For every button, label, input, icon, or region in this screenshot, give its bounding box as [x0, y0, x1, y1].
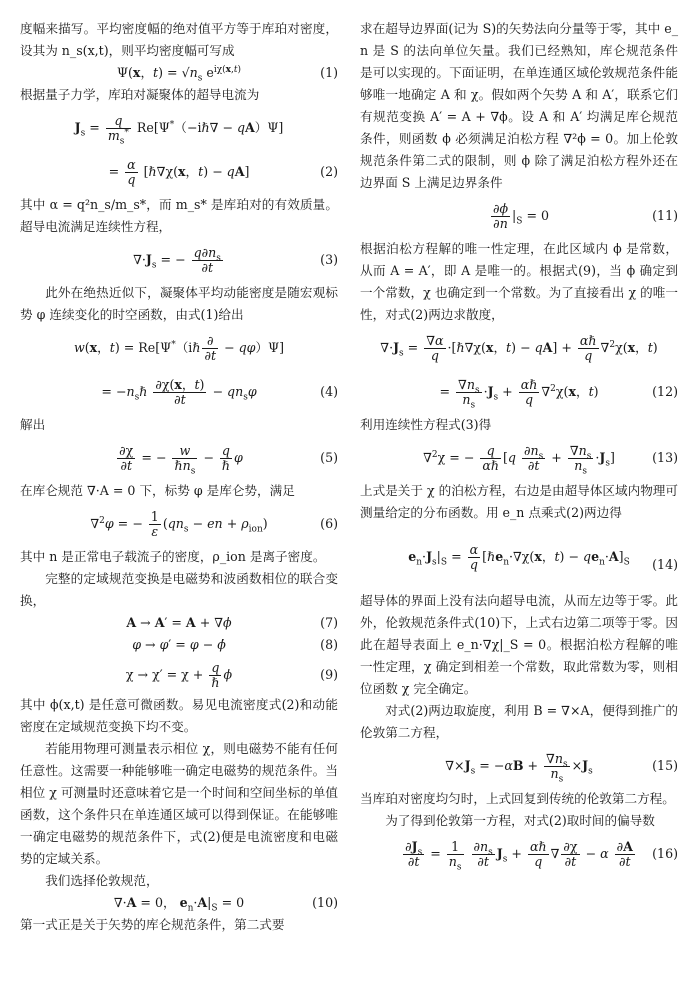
paragraph: 为了得到伦敦第一方程，对式(2)取时间的偏导数: [385, 813, 655, 828]
equation-number: (5): [320, 450, 338, 465]
equation-body: w(x，t) = Re[Ψ*（iℏ $\frac{\partial}{\partial t}$ − qφ）Ψ]: [73, 333, 285, 363]
equation-body: $\frac{\partial\chi}{\partial t}$ = − $\frac{w}{\hbar n_s}$ − $\frac{q}{\text{ℏ}}$ φ: [119, 443, 243, 477]
paragraph: 我们选择伦敦规范，: [45, 873, 159, 888]
equation: [360, 524, 678, 590]
equation-number: (12): [652, 384, 678, 399]
equation-body: = $\frac{\alpha}{q}$ [ℏ∇χ(x，t) − qA]: [108, 157, 250, 187]
equation-body: χ → χ′ = χ + $\frac{q}{\text{ℏ}}$ ϕ: [125, 660, 233, 690]
equation: [20, 326, 338, 370]
equation-body: $\nabla\cdot J_s$ = − $\frac{q\partial n_s}{\partial t}$: [133, 245, 221, 275]
equation: [360, 744, 678, 788]
equation: [20, 634, 338, 656]
equation-body: = $-n_s\hbar$ $\frac{\partial\chi(x,t)}{\partial t}$ − $qn_s\varphi$: [101, 377, 257, 407]
paragraph: 利用连续性方程式(3)得: [360, 417, 492, 432]
equation: [360, 326, 678, 370]
equation-number: (6): [320, 516, 338, 531]
paragraph: 求在超导边界面(记为 S)的矢势法向分量等于零，其中 e_n 是 S 的法向单位矢量。我们已经熟知，库仑规范条件是可以实现的。下面证明，在单连通区域伦敦规范条件能够唯一地确定 A 和 χ。假如两个矢势 A 和 A′，联系它们有规范变换 A′ = A + ∇ϕ。设 A 和 A′ 均满足库仑规范条件，则函数 ϕ 必须满足泊松方程 ∇²ϕ = 0。加上伦敦规范条件第二式的限制，则 ϕ 除了满足泊松方程外还在边界面 S 上满足边界条件: [360, 21, 678, 190]
paragraph: 在库仑规范 ∇·A = 0 下，标势 φ 是库仑势，满足: [20, 483, 295, 498]
equation-body: ∇$^2$φ = − $\frac{1}{\varepsilon}$ ($qn_s$ − en + $\rho_{ion}$): [90, 509, 268, 539]
equation-number: (15): [652, 758, 678, 773]
paragraph: 上式是关于 χ 的泊松方程，右边是由超导体区域内物理可测量给定的分布函数。用 e_n 点乘式(2)两边得: [360, 483, 678, 520]
equation: [20, 892, 338, 914]
equation-number: (2): [320, 164, 338, 179]
equation-number: (1): [320, 65, 338, 80]
equation-number: (9): [320, 667, 338, 682]
equation-body: $\frac{\partial J_s}{\partial t}$ = $\frac{1}{n_s}$ $\frac{\partial n_s}{\partial t}$ $J_s$ + $\frac{\text{αℏ}}{q}$ ∇ $\frac{\partial\chi}{\partial t}$ − α $\frac{\partial A}{\partial t}$: [405, 839, 633, 873]
equation: [360, 832, 678, 876]
equation: [20, 106, 338, 150]
equation-body: = $\frac{\nabla n_s}{n_s}$ $\cdot J_s$ + $\frac{\text{αℏ}}{q}$ ∇$^2$χ(x，t): [439, 377, 599, 411]
paragraph: 第一式正是关于矢势的库仑规范条件，第二式要: [20, 917, 285, 932]
paragraph: 若能用物理可测量表示相位 χ，则电磁势不能有任何任意性。这需要一种能够唯一确定电磁势的规范条件。当相位 χ 可测量时还意味着它是一个时间和空间坐标的单值函数，这个条件只在单连通区域可以得到保证。在能够唯一确定电磁势的规范条件下，式(2)便是电流密度和电磁势的定域关系。: [20, 741, 338, 866]
equation-body: $\nabla\times J_s = -\alpha B$ + $\frac{\nabla n_s}{n_s}$ $\times J_s$: [445, 751, 593, 785]
equation: [20, 656, 338, 694]
equation: [360, 194, 678, 238]
equation-number: (13): [652, 450, 678, 465]
equation-number: (3): [320, 252, 338, 267]
equation-number: (11): [652, 208, 678, 223]
paragraph: 度幅来描写。平均密度幅的绝对值平方等于库珀对密度，设其为 n_s(x,t)，则平均密度幅可写成: [20, 21, 338, 58]
equation: [20, 436, 338, 480]
equation-body: ∇$^2$χ = − $\frac{q}{\text{αℏ}}$ [q $\frac{\partial n_s}{\partial t}$ + $\frac{\nabla n_s}{n_s}$ $\cdot J_s$]: [423, 443, 615, 477]
paragraph: 完整的定域规范变换是电磁势和波函数相位的联合变换，: [20, 571, 338, 608]
paragraph: 其中 ϕ(x,t) 是任意可微函数。易见电流密度式(2)和动能密度在定域规范变换下均不变。: [20, 697, 338, 734]
right-column: [360, 18, 678, 876]
equation: [20, 238, 338, 282]
equation-body: $\nabla\cdot J_s$ = $\frac{\nabla\alpha}{q}$ ·[ℏ∇χ(x，t) − qA] + $\frac{\text{αℏ}}{q}$ ∇$^2$χ(x，t): [380, 333, 658, 363]
equation: [20, 62, 338, 84]
equation: [360, 370, 678, 414]
equation-body: ∇·A = 0， $e_n\cdot A|_S = 0$: [113, 895, 245, 914]
paragraph: 其中 n 是正常电子载流子的密度，ρ_ion 是离子密度。: [20, 549, 326, 564]
paragraph: 解出: [20, 417, 46, 432]
equation: [20, 150, 338, 194]
equation-number: (14): [652, 557, 678, 572]
equation-number: (4): [320, 384, 338, 399]
paragraph: 超导体的界面上没有法向超导电流，从而左边等于零。此外，伦敦规范条件式(10)下，上式右边第二项等于零。因此在超导表面上 e_n·∇χ|_S = 0。根据泊松方程解的唯一性定理，χ 确定到相差一个常数，取此常数为零，则相位函数 χ 完全确定。: [360, 593, 678, 696]
equation: [20, 612, 338, 634]
equation-number: (8): [320, 637, 338, 652]
left-column: [20, 18, 338, 936]
equation-number: (7): [320, 615, 338, 630]
equation: [20, 370, 338, 414]
paragraph: 此外在绝热近似下，凝聚体平均动能密度是随宏观标势 φ 连续变化的时空函数，由式(1)给出: [20, 285, 338, 322]
equation-body: A → A′ = A + ∇ϕ: [126, 615, 232, 630]
paragraph: 其中 α = q²n_s/m_s*，而 m_s* 是库珀对的有效质量。超导电流满足连续性方程，: [20, 197, 338, 234]
equation-body: φ → φ′ = φ − ϕ̇: [132, 637, 226, 652]
equation-body: $\frac{\partial\phi}{\partial n}$ $|_S = 0$: [492, 201, 550, 231]
equation-body: $e_n\cdot J_s|_S$ = $\frac{\alpha}{q}$ [ℏe$_n$·∇χ(x，$t) - qe_n\cdot A]_S$: [408, 542, 630, 572]
equation: [360, 436, 678, 480]
paragraph: 对式(2)两边取旋度，利用 B = ∇×A，便得到推广的伦敦第二方程，: [360, 703, 678, 740]
paragraph: 根据泊松方程解的唯一性定理，在此区域内 ϕ 是常数，从而 A = A′，即 A 是唯一的。根据式(9)，当 ϕ 确定到一个常数，χ 也确定到一个常数。为了直接看出 χ 的唯一性，对式(2)两边求散度，: [360, 241, 678, 322]
equation-number: (10): [312, 895, 338, 910]
equation-body: $J_s$ = $\frac{q}{m_s^*}$ Re[Ψ*（−iℏ∇ − qA）Ψ]: [74, 113, 284, 147]
equation-body: Ψ(x，$t) = √n_s$ $e^{i\chi(x,t)}$: [116, 64, 242, 84]
paragraph: 当库珀对密度均匀时，上式回复到传统的伦敦第二方程。: [360, 791, 675, 806]
paragraph: 根据量子力学，库珀对凝聚体的超导电流为: [20, 87, 260, 102]
equation-number: (16): [652, 846, 678, 861]
equation: [20, 502, 338, 546]
